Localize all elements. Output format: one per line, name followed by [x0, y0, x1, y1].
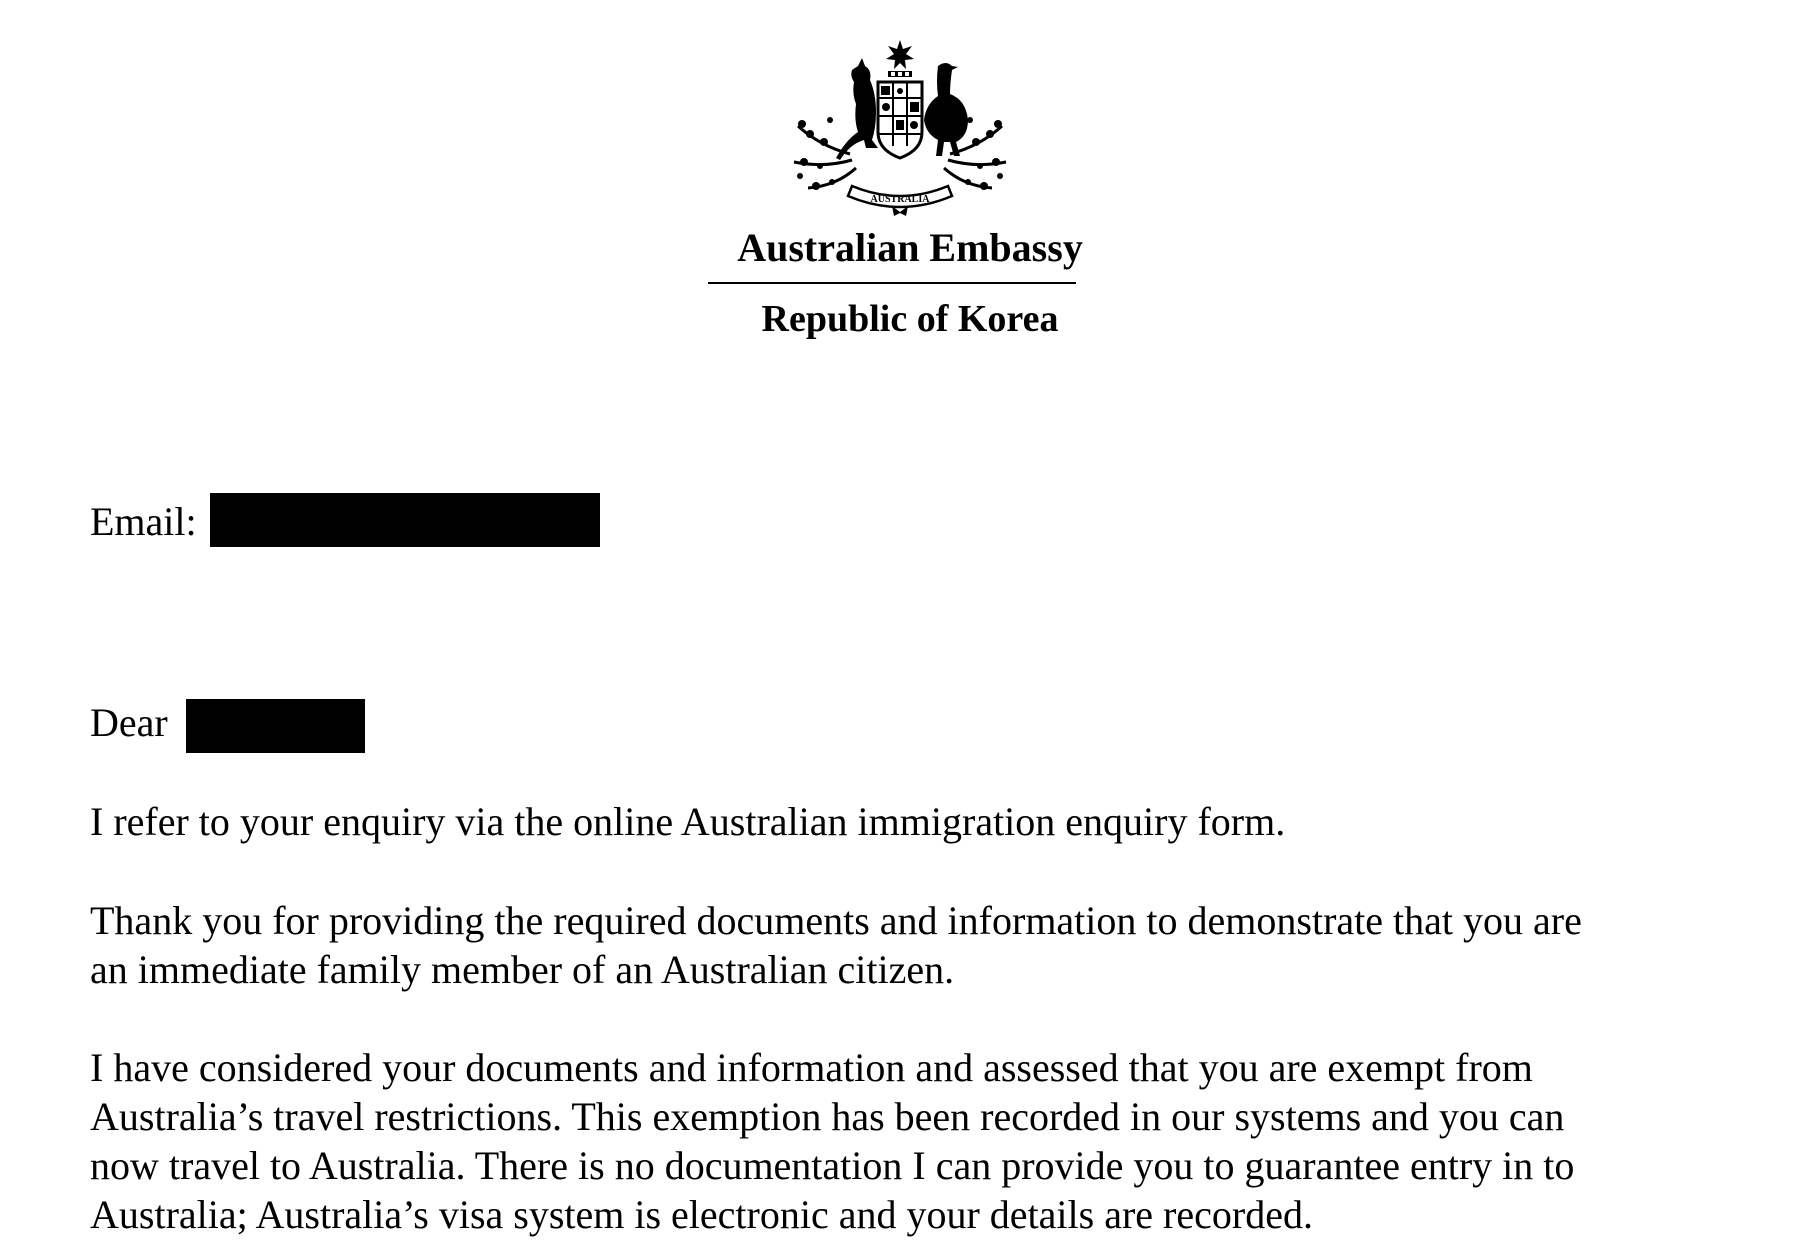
crest-ribbon-text: AUSTRALIA — [870, 194, 930, 205]
salutation — [90, 698, 168, 748]
paragraph-3 — [90, 1043, 1750, 1239]
email-redaction — [210, 493, 600, 547]
paragraph-3-line: I have considered your documents and information and assessed that you are exempt from — [90, 1045, 1533, 1090]
paragraph-3-line: Australia’s travel restrictions. This exemption has been recorded in our systems and you can — [90, 1094, 1565, 1139]
email-line — [90, 497, 197, 547]
paragraph-3-line: now travel to Australia. There is no documentation I can provide you to guarantee entry in to — [90, 1143, 1575, 1188]
paragraph-1-line: I refer to your enquiry via the online Australian immigration enquiry form. — [90, 799, 1286, 844]
letterhead-divider — [708, 282, 1076, 284]
paragraph-1 — [90, 797, 1750, 846]
salutation-greeting: Dear — [90, 700, 168, 745]
letterhead — [0, 36, 1820, 356]
organisation-name: Australian Embassy — [737, 225, 1083, 270]
name-redaction — [186, 699, 365, 753]
paragraph-2-line: Thank you for providing the required documents and information to demonstrate that you are — [90, 898, 1582, 943]
email-label: Email: — [90, 499, 197, 544]
paragraph-2-line: an immediate family member of an Australian citizen. — [90, 947, 955, 992]
paragraph-2 — [90, 896, 1750, 994]
organisation-country: Republic of Korea — [761, 298, 1059, 340]
paragraph-3-line: Australia; Australia’s visa system is electronic and your details are recorded. — [90, 1192, 1313, 1237]
coat-of-arms-icon — [780, 36, 1020, 216]
